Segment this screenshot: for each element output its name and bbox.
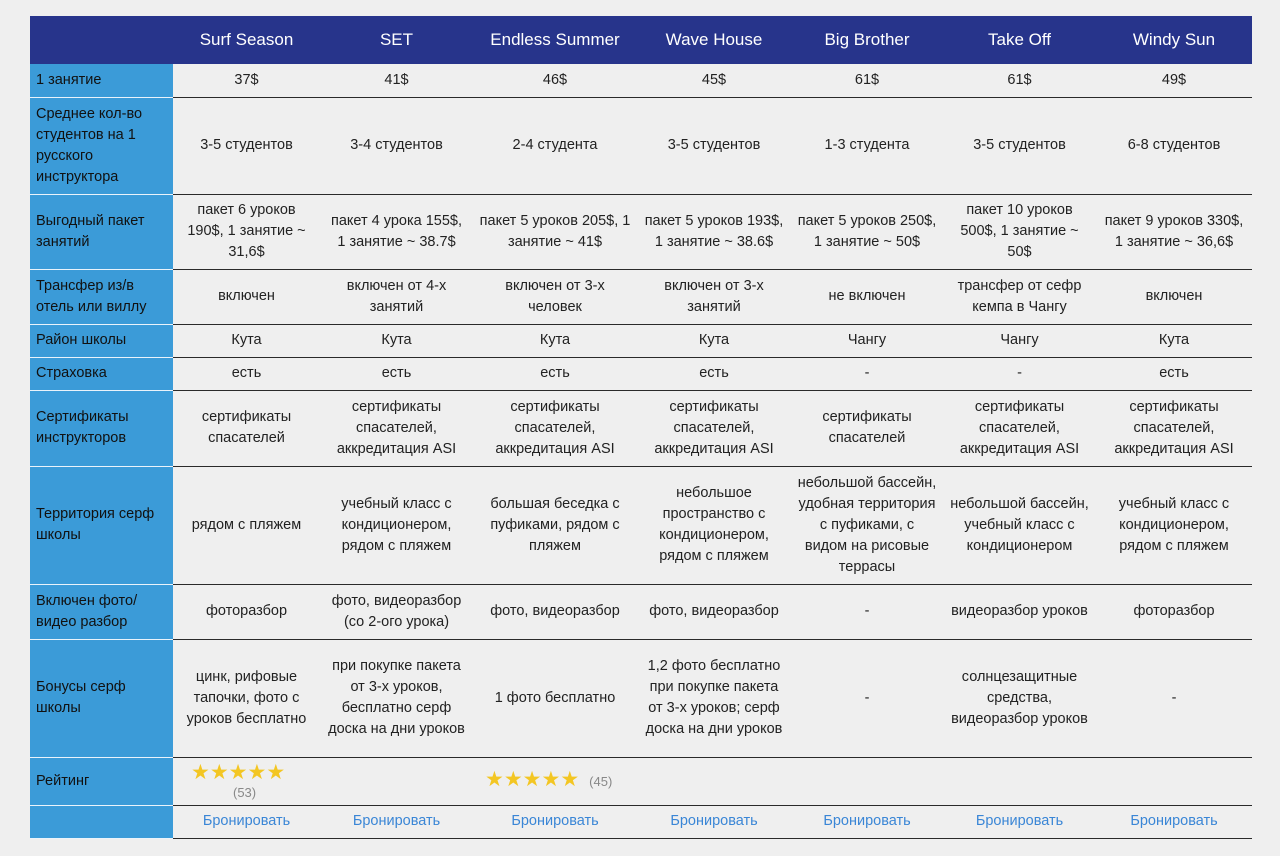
- school-header: Windy Sun: [1096, 16, 1252, 64]
- table-row: [30, 194, 1252, 269]
- row-label: Бонусы серф школы: [30, 639, 173, 757]
- table-cell: включен от 3-х человек: [473, 269, 637, 324]
- table-cell: пакет 4 урока 155$, 1 занятие ~ 38.7$: [320, 194, 473, 269]
- table-cell: 3-5 студентов: [943, 97, 1096, 194]
- star-icon: ★: [522, 767, 542, 791]
- school-header: SET: [320, 16, 473, 64]
- table-cell: 3-5 студентов: [173, 97, 320, 194]
- table-cell: сертификаты спасателей, аккредитация ASI: [473, 390, 637, 466]
- surf-school-comparison-table: [30, 16, 1252, 839]
- table-cell: трансфер от сефр кемпа в Чангу: [943, 269, 1096, 324]
- row-label: Включен фото/видео разбор: [30, 584, 173, 639]
- table-cell: рядом с пляжем: [173, 466, 320, 584]
- table-cell: 6-8 студентов: [1096, 97, 1252, 194]
- school-header: Wave House: [637, 16, 791, 64]
- table-row: [30, 357, 1252, 390]
- school-header: Take Off: [943, 16, 1096, 64]
- table-cell: 61$: [943, 64, 1096, 97]
- star-icon: ★: [191, 761, 210, 784]
- row-label: Среднее кол-во студентов на 1 русского инструктора: [30, 97, 173, 194]
- table-cell: фото, видеоразбор: [473, 584, 637, 639]
- table-row: [30, 269, 1252, 324]
- book-link-endless-summer[interactable]: Бронировать: [511, 813, 599, 829]
- table-cell: 49$: [1096, 64, 1252, 97]
- table-cell: сертификаты спасателей, аккредитация ASI: [637, 390, 791, 466]
- school-header: Big Brother: [791, 16, 943, 64]
- table-row: [30, 584, 1252, 639]
- table-cell: есть: [473, 357, 637, 390]
- row-label: Сертификаты инструкторов: [30, 390, 173, 466]
- rating-cell-empty: [320, 757, 473, 805]
- table-cell: -: [791, 584, 943, 639]
- table-cell: при покупке пакета от 3-х уроков, бесплатно серф доска на дни уроков: [320, 639, 473, 757]
- table-cell: 45$: [637, 64, 791, 97]
- table-cell: включен от 4-х занятий: [320, 269, 473, 324]
- header-row: [30, 16, 1252, 64]
- table-cell: 1 фото бесплатно: [473, 639, 637, 757]
- table-cell: Кута: [473, 324, 637, 357]
- table-cell: фото, видеоразбор: [637, 584, 791, 639]
- table-cell: не включен: [791, 269, 943, 324]
- row-label-empty: [30, 805, 173, 838]
- table-cell: учебный класс с кондиционером, рядом с пляжем: [1096, 466, 1252, 584]
- table-cell: пакет 9 уроков 330$, 1 занятие ~ 36,6$: [1096, 194, 1252, 269]
- table-cell: фоторазбор: [173, 584, 320, 639]
- comparison-table-wrapper: [30, 16, 1252, 839]
- row-label: Район школы: [30, 324, 173, 357]
- table-cell: пакет 5 уроков 193$, 1 занятие ~ 38.6$: [637, 194, 791, 269]
- table-cell: 1,2 фото бесплатно при покупке пакета от 3-х уроков; серф доска на дни уроков: [637, 639, 791, 757]
- table-cell: учебный класс с кондиционером, рядом с пляжем: [320, 466, 473, 584]
- table-cell: сертификаты спасателей, аккредитация ASI: [320, 390, 473, 466]
- table-cell: сертификаты спасателей, аккредитация ASI: [943, 390, 1096, 466]
- table-cell: пакет 5 уроков 205$, 1 занятие ~ 41$: [473, 194, 637, 269]
- star-icon: ★: [247, 761, 267, 784]
- table-cell: есть: [320, 357, 473, 390]
- table-cell: солнцезащитные средства, видеоразбор уроков: [943, 639, 1096, 757]
- table-cell: пакет 6 уроков 190$, 1 занятие ~ 31,6$: [173, 194, 320, 269]
- table-cell: небольшой бассейн, удобная территория с пуфиками, с видом на рисовые террасы: [791, 466, 943, 584]
- table-cell: небольшое пространство с кондиционером, рядом с пляжем: [637, 466, 791, 584]
- table-cell: сертификаты спасателей: [791, 390, 943, 466]
- school-header: Surf Season: [173, 16, 320, 64]
- table-cell: 2-4 студента: [473, 97, 637, 194]
- table-row: [30, 466, 1252, 584]
- table-cell: Кута: [1096, 324, 1252, 357]
- table-row: [30, 639, 1252, 757]
- book-link-set[interactable]: Бронировать: [352, 813, 441, 829]
- table-cell: есть: [173, 357, 320, 390]
- table-cell: 3-4 студентов: [320, 97, 473, 194]
- table-cell: 61$: [791, 64, 943, 97]
- table-cell: -: [943, 357, 1096, 390]
- table-cell: 41$: [320, 64, 473, 97]
- table-cell: включен: [173, 269, 320, 324]
- table-cell: Чангу: [943, 324, 1096, 357]
- table-row: [30, 64, 1252, 97]
- table-cell: сертификаты спасателей, аккредитация ASI: [1096, 390, 1252, 466]
- table-row: [30, 390, 1252, 466]
- star-icon: ★: [209, 761, 229, 784]
- star-icon: ★: [228, 761, 248, 784]
- table-cell: фото, видеоразбор (со 2-ого урока): [320, 584, 473, 639]
- rating-cell-surf-season: [173, 757, 320, 805]
- row-label: Выгодный пакет занятий: [30, 194, 173, 269]
- review-count: (53): [233, 785, 257, 800]
- rating-cell-endless-summer: [473, 757, 637, 805]
- rating-cell-empty: [1096, 757, 1252, 805]
- review-count: (45): [589, 773, 613, 789]
- table-cell: видеоразбор уроков: [943, 584, 1096, 639]
- book-link-take-off[interactable]: Бронировать: [975, 813, 1064, 829]
- rating-cell-empty: [791, 757, 943, 805]
- booking-row: [30, 805, 1252, 838]
- book-link-windy-sun[interactable]: Бронировать: [1130, 813, 1218, 829]
- row-label: Территория серф школы: [30, 466, 173, 584]
- star-rating: [191, 763, 314, 786]
- rating-cell-empty: [943, 757, 1096, 805]
- book-link-surf-season[interactable]: Бронировать: [202, 813, 291, 829]
- school-header: Endless Summer: [473, 16, 637, 64]
- table-cell: сертификаты спасателей: [173, 390, 320, 466]
- row-label: Страховка: [30, 357, 173, 390]
- table-cell: пакет 10 уроков 500$, 1 занятие ~ 50$: [943, 194, 1096, 269]
- table-row: [30, 97, 1252, 194]
- table-cell: -: [791, 357, 943, 390]
- star-icon: ★: [560, 767, 580, 791]
- table-cell: Кута: [320, 324, 473, 357]
- table-cell: есть: [637, 357, 791, 390]
- table-cell: включен от 3-х занятий: [637, 269, 791, 324]
- table-cell: -: [791, 639, 943, 757]
- table-cell: небольшой бассейн, учебный класс с кондиционером: [943, 466, 1096, 584]
- row-label: Трансфер из/в отель или виллу: [30, 269, 173, 324]
- star-icon: ★: [266, 761, 286, 784]
- row-label: 1 занятие: [30, 64, 173, 97]
- book-link-wave-house[interactable]: Бронировать: [670, 813, 758, 829]
- table-cell: Чангу: [791, 324, 943, 357]
- star-icon: ★: [485, 767, 504, 791]
- table-cell: большая беседка с пуфиками, рядом с пляжем: [473, 466, 637, 584]
- table-cell: 37$: [173, 64, 320, 97]
- table-cell: фоторазбор: [1096, 584, 1252, 639]
- table-cell: -: [1096, 639, 1252, 757]
- table-cell: цинк, рифовые тапочки, фото с уроков бесплатно: [173, 639, 320, 757]
- book-link-big-brother[interactable]: Бронировать: [823, 813, 911, 829]
- rating-row: [30, 757, 1252, 805]
- table-cell: Кута: [637, 324, 791, 357]
- header-corner: [30, 16, 173, 64]
- star-icon: ★: [541, 767, 561, 791]
- row-label: Рейтинг: [30, 757, 173, 805]
- table-cell: 1-3 студента: [791, 97, 943, 194]
- table-cell: пакет 5 уроков 250$, 1 занятие ~ 50$: [791, 194, 943, 269]
- table-cell: Кута: [173, 324, 320, 357]
- table-cell: включен: [1096, 269, 1252, 324]
- table-row: [30, 324, 1252, 357]
- star-icon: ★: [503, 767, 523, 791]
- rating-cell-empty: [637, 757, 791, 805]
- table-cell: 3-5 студентов: [637, 97, 791, 194]
- table-cell: 46$: [473, 64, 637, 97]
- table-cell: есть: [1096, 357, 1252, 390]
